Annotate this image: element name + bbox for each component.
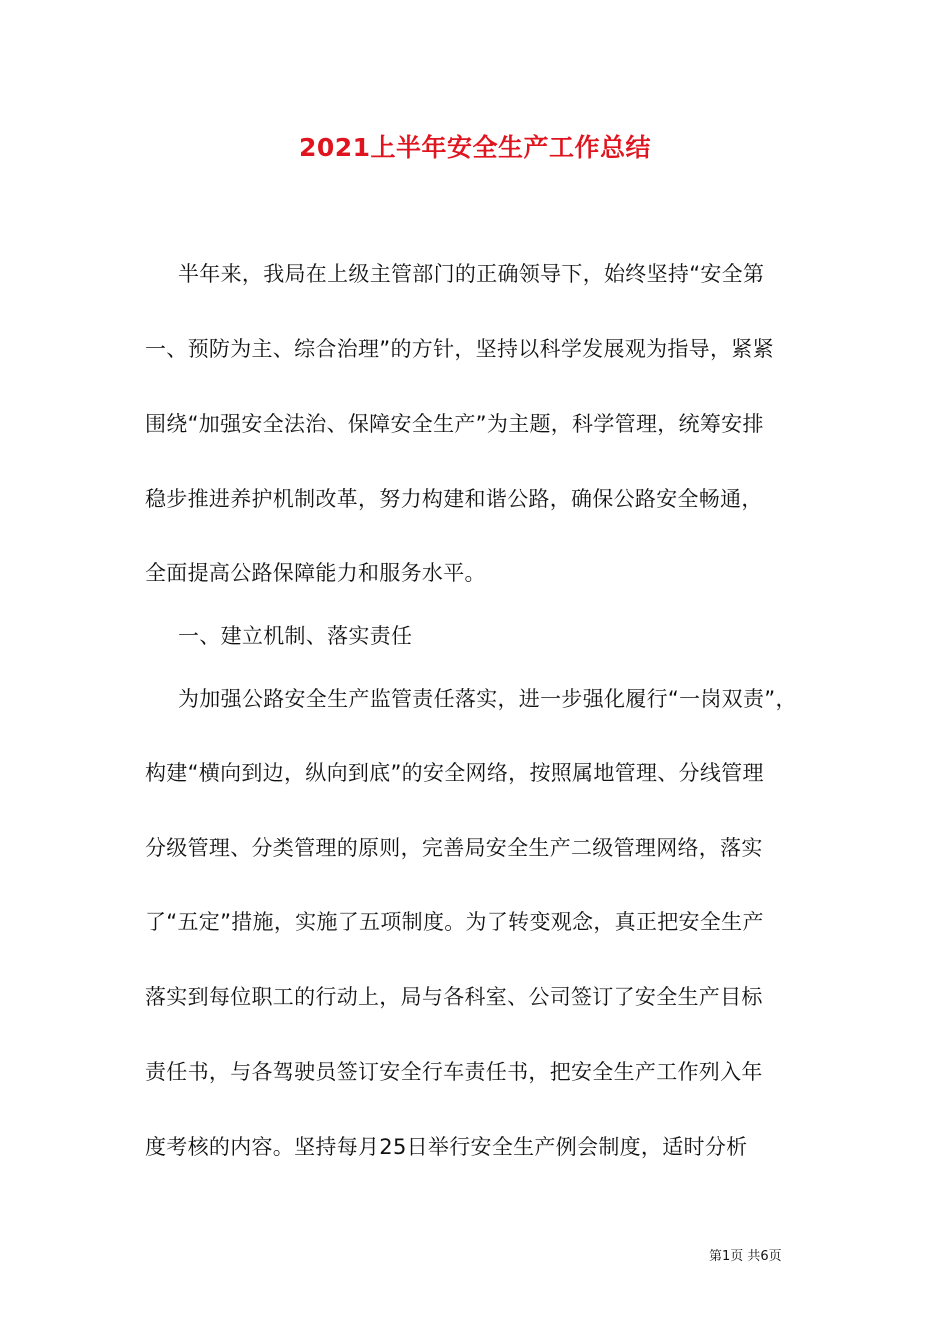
- paragraph-line: 稳步推进养护机制改革，努力构建和谐公路，确保公路安全畅通，: [145, 487, 763, 511]
- paragraph-line: 度考核的内容。坚持每月25日举行安全生产例会制度，适时分析: [145, 1135, 748, 1159]
- paragraph-line: 构建“横向到边，纵向到底”的安全网络，按照属地管理、分线管理: [145, 761, 764, 785]
- paragraph-line: 责任书，与各驾驶员签订安全行车责任书，把安全生产工作列入年: [145, 1060, 763, 1084]
- paragraph-line: 分级管理、分类管理的原则，完善局安全生产二级管理网络，落实: [145, 836, 763, 860]
- paragraph-line: 落实到每位职工的行动上，局与各科室、公司签订了安全生产目标: [145, 985, 763, 1009]
- document-title: 2021上半年安全生产工作总结: [298, 133, 652, 162]
- paragraph-line: 一、预防为主、综合治理”的方针，坚持以科学发展观为指导，紧紧: [145, 337, 774, 361]
- page-number: 第1页 共6页: [709, 1249, 782, 1264]
- paragraph-line: 围绕“加强安全法治、保障安全生产”为主题，科学管理，统筹安排: [145, 412, 764, 436]
- section-heading: 一、建立机制、落实责任: [178, 624, 413, 648]
- paragraph-line: 半年来，我局在上级主管部门的正确领导下，始终坚持“安全第: [178, 262, 765, 286]
- paragraph-line: 全面提高公路保障能力和服务水平。: [145, 561, 486, 585]
- paragraph-line: 为加强公路安全生产监管责任落实，进一步强化履行“一岗双责”，: [178, 687, 797, 711]
- paragraph-line: 了“五定”措施，实施了五项制度。为了转变观念，真正把安全生产: [145, 910, 764, 934]
